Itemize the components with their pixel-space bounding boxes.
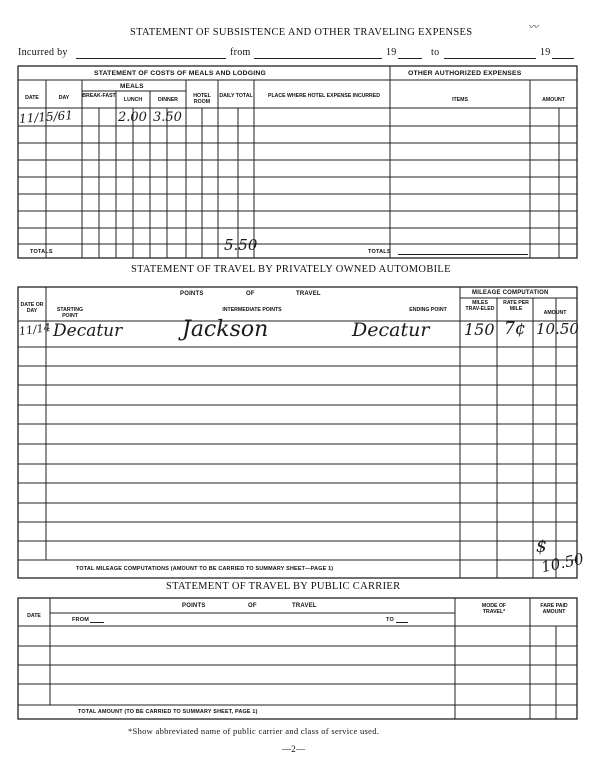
carrier-col-date-header: DATE: [27, 613, 41, 619]
meal-entry-dinner: 3.50: [153, 110, 182, 125]
carrier-to-label: TO: [386, 617, 394, 623]
auto-points-header-2: OF: [246, 291, 255, 297]
to-date-field[interactable]: [444, 58, 536, 59]
col-date-header: DATE: [25, 95, 39, 101]
incurred-by-label: Incurred by: [18, 47, 68, 58]
carrier-from-label: FROM: [72, 617, 89, 623]
other-expenses-title: OTHER AUTHORIZED EXPENSES: [408, 70, 522, 77]
carrier-col-mode-header: MODE OF TRAVEL*: [481, 603, 507, 615]
totals-right-label: TOTALS: [368, 249, 391, 255]
col-daily-total-header: DAILY TOTAL: [219, 93, 253, 99]
meal-total-value: 5.50: [224, 236, 258, 254]
carrier-from-field[interactable]: [90, 622, 104, 623]
auto-entry-amount: 10.50: [536, 320, 579, 338]
col-dinner-header: DINNER: [158, 97, 178, 103]
carrier-to-field[interactable]: [396, 622, 408, 623]
year-prefix-1: 19: [386, 47, 397, 58]
auto-entry-ending: Decatur: [352, 319, 430, 341]
col-amount-header: AMOUNT: [542, 97, 565, 103]
year-prefix-2: 19: [540, 47, 551, 58]
auto-col-amount-header: AMOUNT: [543, 310, 567, 316]
other-totals-line: [398, 254, 528, 255]
auto-entry-rate: 7¢: [504, 319, 526, 339]
auto-total-value: 10.50: [539, 549, 586, 577]
auto-col-ending-header: ENDING POINT: [409, 307, 447, 313]
main-title: STATEMENT OF SUBSISTENCE AND OTHER TRAVELING EXPENSES: [130, 27, 473, 38]
carrier-col-fare-header: FARE PAID AMOUNT: [540, 603, 568, 615]
auto-points-header-3: TRAVEL: [296, 291, 321, 297]
auto-entry-miles: 150: [464, 320, 495, 339]
auto-entry-intermediate: Jackson: [182, 317, 269, 342]
col-day-header: DAY: [58, 95, 70, 101]
auto-entry-starting: Decatur: [53, 321, 123, 341]
carrier-total-label: TOTAL AMOUNT (TO BE CARRIED TO SUMMARY SHEET, PAGE 1): [78, 709, 258, 715]
meals-section-title: STATEMENT OF COSTS OF MEALS AND LODGING: [94, 70, 266, 77]
to-year-field[interactable]: [552, 58, 574, 59]
auto-entry-date: 11/14: [18, 320, 52, 339]
mileage-header: MILEAGE COMPUTATION: [472, 290, 549, 296]
meal-entry-date: 11/15/61: [18, 108, 74, 126]
page-number: —2—: [282, 744, 306, 754]
carrier-points-header-1: POINTS: [182, 603, 206, 609]
from-date-field[interactable]: [254, 58, 382, 59]
carrier-points-header-3: TRAVEL: [292, 603, 317, 609]
auto-col-date-header: DATE OR DAY: [20, 302, 44, 314]
meals-group-header: MEALS: [120, 83, 144, 90]
col-items-header: ITEMS: [452, 97, 468, 103]
corner-scribble-icon: 〰: [528, 22, 538, 33]
meal-entry-lunch: 2.00: [118, 110, 147, 125]
footnote: *Show abbreviated name of public carrier and class of service used.: [128, 726, 380, 736]
col-hotel-header: HOTEL ROOM: [193, 93, 211, 105]
auto-total-dollar-sign: $: [536, 537, 547, 557]
auto-total-label: TOTAL MILEAGE COMPUTATIONS (AMOUNT TO BE CARRIED TO SUMMARY SHEET—PAGE 1): [76, 566, 334, 572]
from-label: from: [230, 47, 251, 58]
col-lunch-header: LUNCH: [123, 97, 143, 103]
from-year-field[interactable]: [398, 58, 422, 59]
auto-col-intermediate-header: INTERMEDIATE POINTS: [222, 307, 282, 313]
auto-points-header-1: POINTS: [180, 291, 204, 297]
auto-col-starting-header: STARTING POINT: [56, 307, 84, 319]
totals-left-label: TOTALS: [30, 249, 53, 255]
carrier-points-header-2: OF: [248, 603, 257, 609]
auto-section-title: STATEMENT OF TRAVEL BY PRIVATELY OWNED AUTOMOBILE: [131, 264, 451, 275]
auto-col-miles-header: MILES TRAV-ELED: [465, 300, 495, 312]
to-label: to: [431, 47, 440, 58]
col-place-header: PLACE WHERE HOTEL EXPENSE INCURRED: [267, 93, 381, 99]
col-breakfast-header: BREAK-FAST: [82, 93, 116, 99]
carrier-section-title: STATEMENT OF TRAVEL BY PUBLIC CARRIER: [166, 581, 401, 592]
incurred-by-field[interactable]: [76, 58, 226, 59]
auto-col-rate-header: RATE PER MILE: [503, 300, 529, 312]
